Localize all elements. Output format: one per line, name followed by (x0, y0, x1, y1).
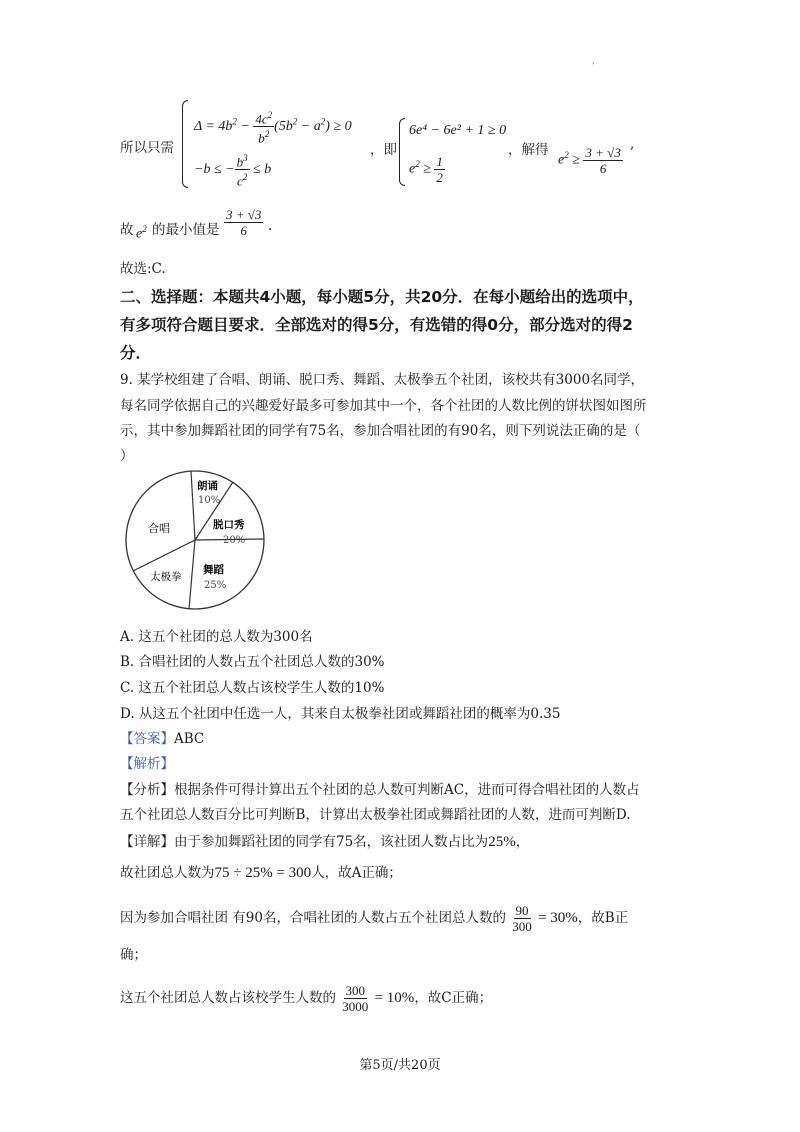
system2-brace (399, 118, 405, 186)
pie-label-taichi: 太极拳 (150, 571, 182, 583)
q9-line3: 示，其中参加舞蹈社团的同学有75名，参加合唱社团的有90名，则下列说法正确的是（ (120, 423, 641, 439)
pie-label-chorus: 合唱 (148, 522, 170, 535)
option-a: A. 这五个社团的总人数为300名 (120, 629, 313, 645)
detail-line5: 这五个社团总人数占该校学生人数的 $\frac{300}{3000}$ = 10%，故C正确； (120, 983, 493, 1014)
pie-label-talk-pct: 20% (223, 535, 246, 546)
pie-divider (189, 540, 195, 609)
section-heading-line2: 有多项符合题目要求．全部选对的得5分，有选错的得0分，部分选对的得2 (120, 316, 633, 334)
system2-row2: $e^2$ ≥ $\frac{1}{2}$ (409, 154, 443, 185)
q9-line2: 每名同学依据自己的兴趣爱好最多可参加其中一个，各个社团的人数比例的饼状图如图所 (120, 398, 647, 414)
line1-result: $e^2$ ≥ $\frac{3 + √3}{6}$ (558, 145, 621, 176)
option-b: B. 合唱社团的人数占五个社团总人数的30% (120, 654, 385, 670)
pie-label-recite: 朗诵 (197, 480, 218, 492)
detail-line3: 因为参加合唱社团 有90名，合唱社团的人数占五个社团总人数的 $\frac{90}{300}$ = 30%，故B正 (120, 903, 629, 934)
line1-middle: ，即 (370, 142, 397, 158)
fenxi-line2: 五个社团总人数百分比可判断B，计算出太极拳社团或舞蹈社团的人数，进而可判断D. (120, 807, 631, 823)
line2-var: $e^2$ (136, 224, 147, 242)
pie-label-dance-pct: 25% (204, 580, 227, 591)
line1-prefix: 所以只需 (120, 140, 174, 156)
answer-line (120, 727, 204, 747)
line2-end: . (268, 218, 273, 234)
system2-row1: 6e⁴ − 6e² + 1 ≥ 0 (409, 123, 507, 138)
answer-text: ABC (174, 731, 205, 747)
pie-label-dance: 舞蹈 (203, 564, 224, 576)
choice-c: 故选:C. (120, 261, 166, 277)
pie-label-talk: 脱口秀 (213, 519, 245, 531)
detail-line4: 确； (120, 947, 147, 963)
analysis-tag: 【解析】 (120, 756, 174, 772)
pie-divider (191, 471, 195, 540)
fenxi-tag: 【分析】 (120, 782, 174, 798)
section-heading-line3: 分． (120, 344, 152, 362)
answer-tag: 【答案】 (120, 731, 174, 747)
system1-brace (182, 100, 188, 188)
pie-divider (133, 540, 195, 571)
top-mark: ' (592, 62, 595, 72)
line2-fraction: $\frac{3 + √3}{6}$ (226, 207, 262, 238)
option-d: D. 从这五个社团中任选一人，其来自太极拳社团或舞蹈社团的概率为0.35 (120, 706, 561, 722)
detail-tag: 【详解】 (120, 834, 174, 850)
pie-chart (120, 465, 270, 615)
line2-text: 的最小值是 (152, 222, 220, 238)
q9-line1: 9. 某学校组建了合唱、朗诵、脱口秀、舞蹈、太极拳五个社团，该校共有3000名同学， (120, 372, 645, 388)
fenxi-line1: 【分析】根据条件可得计算出五个社团的总人数可判断AC，进而可得合唱社团的人数占 (120, 782, 640, 798)
system1-row2: −b ≤ − $\frac{b^3}{c^2}$ ≤ b (194, 153, 272, 189)
option-c: C. 这五个社团总人数占该校学生人数的10% (120, 680, 385, 696)
line1-solve: ，解得 (508, 142, 549, 158)
line2-prefix: 故 (120, 222, 134, 238)
detail-line1: 【详解】由于参加舞蹈社团的同学有75名，该社团人数占比为25%， (120, 834, 530, 850)
section-heading-line1: 二、选择题：本题共4小题，每小题5分，共20分．在每小题给出的选项中， (120, 288, 644, 306)
q9-line4: ） (120, 448, 134, 464)
page-footer: 第5页/共20页 (359, 1058, 441, 1073)
system1-row1: $\Delta = 4b^2$ − $\frac{4c^2}{b^2}$ $(5b^2 - a^2) \ge 0$ (194, 110, 352, 146)
pie-label-recite-pct: 10% (198, 495, 221, 506)
detail-line2: 故社团总人数为75 ÷ 25% = 300人，故A正确； (120, 865, 402, 881)
